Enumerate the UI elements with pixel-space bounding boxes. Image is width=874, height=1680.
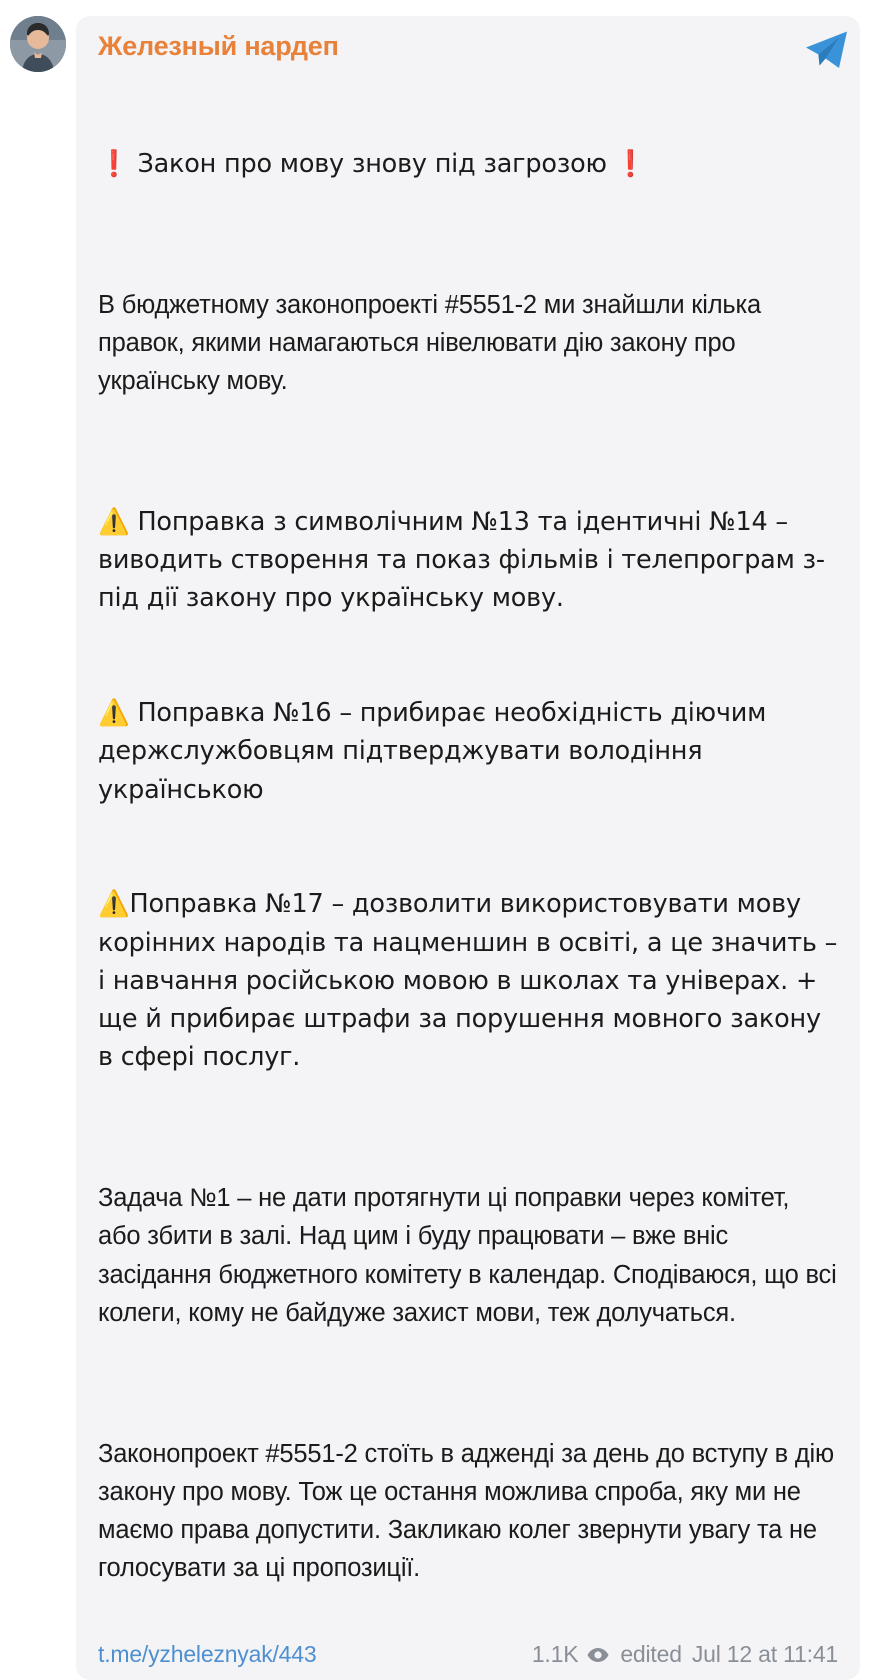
edited-label: edited — [620, 1641, 682, 1668]
telegram-icon — [804, 30, 850, 70]
paragraph-5: Задача №1 – не дати протягнути ці поправки через комітет, або збити в залі. Над цим і буду працювати – вже вніс засідання бюджетного комітету в календар. Сподіваюся, що всі колеги, кому не байдуже захист мови, теж долучаться. — [98, 1184, 844, 1327]
avatar-column — [0, 0, 76, 1130]
headline — [98, 145, 838, 183]
post-permalink[interactable]: t.me/yzheleznyak/443 — [98, 1641, 317, 1668]
post-meta — [532, 1641, 838, 1668]
message-text — [98, 68, 846, 1664]
paragraph-4: ⚠️Поправка №17 – дозволити використовувати мову корінних народів та нацменшин в освіті, а це значить – і навчання російською мовою в школах та універах. + ще й прибирає штрафи за порушення мовного закону в сфері послуг. — [98, 889, 846, 1073]
post-date: Jul 12 at 11:41 — [691, 1641, 838, 1668]
post-footer — [98, 1641, 838, 1668]
bubble-column — [76, 0, 874, 1668]
paragraph-3: ⚠️ Поправка №16 – прибирає необхідність діючим держслужбовцям підтверджувати володіння українською — [98, 698, 775, 805]
paragraph-6: Законопроект #5551-2 стоїть в адженді за день до вступу в дію закону про мову. Тож це остання можлива спроба, яку ми не маємо права допустити. Закликаю колег звернути увагу та не голосувати за ці пропозиції. — [98, 1439, 841, 1583]
paragraph-1: В бюджетному законопроекті #5551-2 ми знайшли кілька правок, якими намагаються нівелювати дію закону про українську мову. — [98, 290, 768, 396]
headline-text: ❗ Закон про мову знову під загрозою ❗ — [98, 148, 647, 179]
message-bubble — [76, 16, 860, 1680]
author-avatar[interactable] — [10, 16, 66, 72]
view-count — [532, 1641, 611, 1668]
view-count-value: 1.1K — [531, 1641, 579, 1668]
paragraph-2: ⚠️ Поправка з символічним №13 та ідентичні №14 – виводить створення та показ фільмів і телепрограм з-під дії закону про українську мову. — [98, 506, 825, 614]
author-name[interactable]: Железный нардеп — [98, 31, 339, 61]
eye-icon — [586, 1643, 610, 1667]
